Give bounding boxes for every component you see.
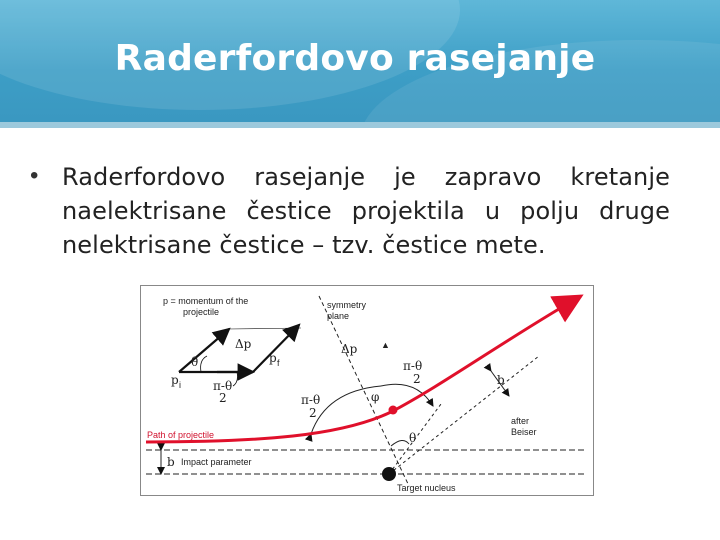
outgoing-asymptote [389,356,539,474]
bullet-text: Raderfordovo rasejanje je zapravo kretanje naelektrisane čestice projektila u polju druge nelektrisane čestice – tzv. čestice mete. [62,163,670,259]
closest-approach-point [389,406,398,415]
scattering-diagram [141,286,593,495]
delta-p-big-label: Δp [341,342,358,356]
target-nucleus-label: Target nucleus [397,483,456,493]
vector-guide [229,328,301,329]
path-label: Path of projectile [147,430,215,440]
pi-theta-small-arc [233,372,238,386]
slide-title: Raderfordovo rasejanje [114,38,596,79]
bullet-item [30,160,670,262]
two-top-label: 2 [413,372,421,386]
beiser-label: Beiser [511,427,537,437]
b-right-label: b [497,373,505,387]
pi-theta-small-label: π-θ [213,379,233,393]
small-triangle-mark: ▲ [381,340,390,350]
pi-theta-top-label: π-θ [403,359,423,373]
theta-right-label: θ [409,431,417,445]
theta-small-label: θ [191,355,199,369]
delta-p-small-label: Δp [235,337,252,351]
banner-edge [0,122,720,128]
p-f-label: p [269,351,277,365]
symmetry-plane-line [319,296,409,486]
phi-label: φ [371,390,380,404]
two-left-label: 2 [309,406,317,420]
rutherford-scattering-figure [140,285,594,496]
theta-small-arc [201,356,207,372]
two-small-label: 2 [219,391,227,405]
delta-p-vector [179,329,229,372]
p-i-label: p [171,373,179,387]
p-f-subscript: f [277,358,280,368]
momentum-label-2: projectile [183,307,220,317]
pi-theta-left-label: π-θ [301,393,321,407]
bullet-dot: • [30,162,39,189]
theta-arc [391,440,409,446]
b-left-label: b [167,455,175,469]
symmetry-label-2: plane [327,311,350,321]
p-i-subscript: i [179,380,181,390]
target-nucleus [382,467,396,481]
momentum-label: p = momentum of the [163,296,249,306]
symmetry-label: symmetry [327,300,366,310]
impact-parameter-label: Impact parameter [181,457,252,467]
after-label: after [511,416,530,426]
